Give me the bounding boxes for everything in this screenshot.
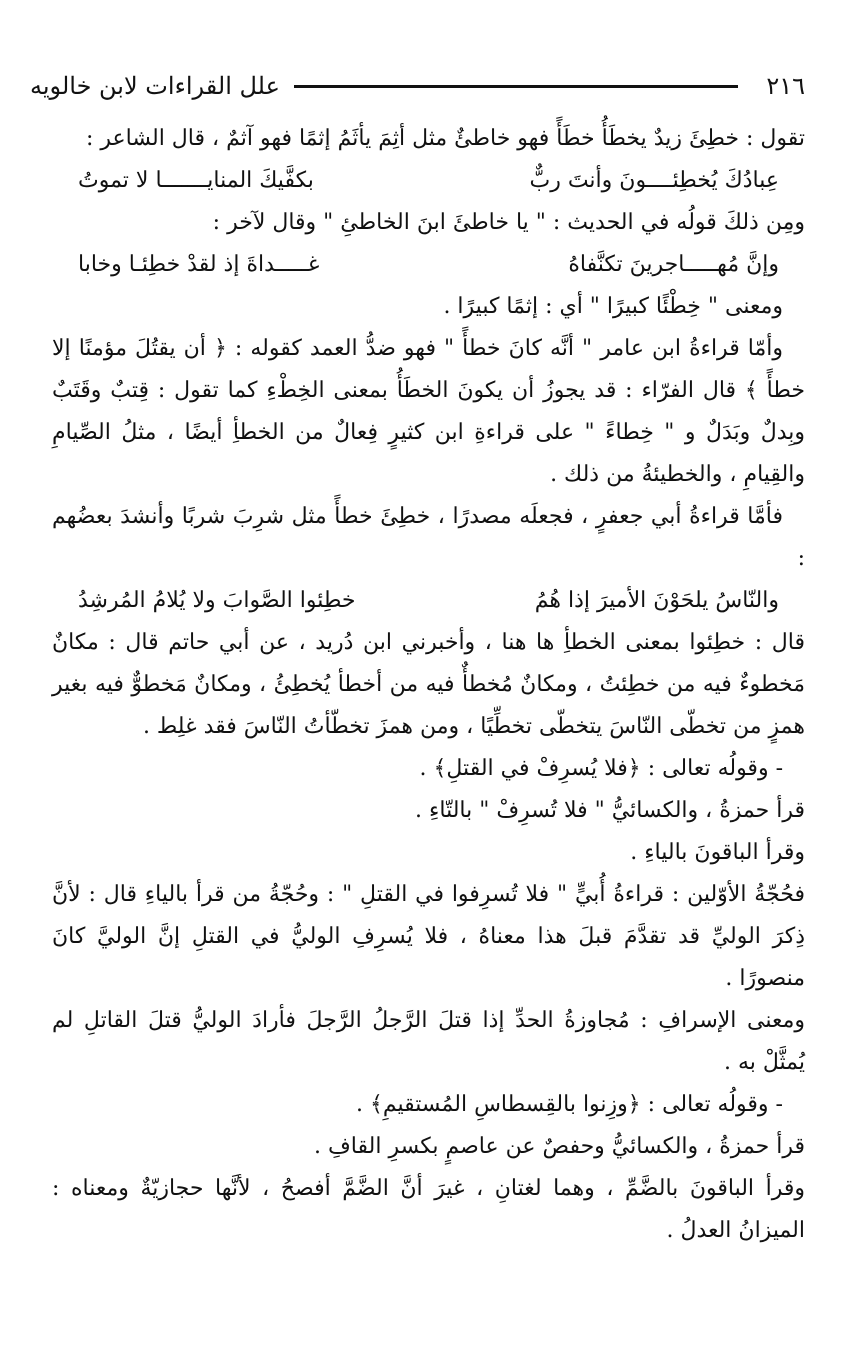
paragraph: وقرأ الباقونَ بالياءِ . — [630, 840, 805, 865]
verse-second-hemistich: بكفَّيكَ المنايـــــــا لا تموتُ — [78, 168, 314, 193]
book-title: علل القراءات لابن خالويه — [30, 72, 280, 100]
verse-second-hemistich: خطِئوا الصَّوابَ ولا يُلامُ المُرشِدُ — [78, 588, 356, 613]
paragraph: ومِن ذلكَ قولُه في الحديث : " يا خاطئَ ابنَ الخاطئِ " وقال لآخر : — [212, 210, 805, 235]
verse-first-hemistich: والنّاسُ يلحَوْنَ الأميرَ إذا هُمُ — [534, 588, 779, 613]
verse-second-hemistich: غـــــداةَ إذ لقدْ خطِئـا وخابا — [78, 252, 320, 277]
paragraph: قرأ حمزةُ ، والكسائيُّ " فلا تُسرِفْ " بالتّاءِ . — [415, 798, 805, 823]
paragraph: - وقولُه تعالى : ﴿فلا يُسرِفْ في القتلِ﴾ . — [419, 756, 783, 781]
paragraph: فحُجّةُ الأوّلين : قراءةُ أُبيٍّ " فلا تُسرِفوا في القتلِ " : وحُجّةُ من قرأ بالياءِ قال : لأنَّ ذِكرَ الوليِّ قد تقدَّمَ قبلَ هذا معناهُ ، فلا يُسرِفِ الوليُّ في القتلِ إنَّ الوليَّ كانَ منصورًا . — [52, 882, 805, 991]
paragraph: ومعنى " خِطْئًا كبيرًا " أي : إثمًا كبيرًا . — [443, 294, 783, 319]
poetry-verse — [52, 160, 805, 202]
paragraph: ومعنى الإسرافِ : مُجاوزةُ الحدِّ إذا قتلَ الرَّجلُ الرَّجلَ فأرادَ الوليُّ قتلَ القاتلِ لم يُمثَّلْ به . — [52, 1008, 805, 1075]
paragraph: - وقولُه تعالى : ﴿وزِنوا بالقِسطاسِ المُستقيمِ﴾ . — [355, 1092, 783, 1117]
header-rule — [294, 85, 738, 88]
paragraph: وأمّا قراءةُ ابن عامر " أنَّه كانَ خطأً " فهو ضدُّ العمد كقوله : ﴿ أن يقتُلَ مؤمنًا إلا خطأً ﴾ قال الفرّاء : قد يجوزُ أن يكونَ الخطَأُ بمعنى الخِطْءِ كما تقول : قِتبٌ وقَتَبٌ وبِدلٌ وبَدَلٌ و " خِطاءً " على قراءةِ ابن كثيرٍ فِعالٌ من الخطأِ أيضًا ، مثلُ الصِّيامِ والقِيامِ ، والخطيئةُ من ذلك . — [52, 336, 805, 487]
page-number: ٢١٦ — [766, 72, 805, 100]
running-header — [30, 66, 805, 106]
poetry-verse — [52, 580, 805, 622]
page-body — [52, 118, 805, 1252]
paragraph: وقرأ الباقونَ بالضَّمِّ ، وهما لغتانِ ، غيرَ أنَّ الضَّمَّ أفصحُ ، لأنَّها حجازيّةٌ ومعناه : الميزانُ العدلُ . — [52, 1176, 805, 1243]
paragraph: قرأ حمزةُ ، والكسائيُّ وحفصٌ عن عاصمٍ بكسرِ القافِ . — [314, 1134, 805, 1159]
poetry-verse — [52, 244, 805, 286]
verse-first-hemistich: عِبادُكَ يُخطِئــــونَ وأنتَ ربٌّ — [529, 168, 779, 193]
paragraph: تقول : خطِئَ زيدٌ يخطَأُ خطَأً فهو خاطئٌ مثل أثِمَ يأثَمُ إثمًا فهو آثمٌ ، قال الشاعر : — [85, 126, 805, 151]
paragraph: فأمَّا قراءةُ أبي جعفرٍ ، فجعلَه مصدرًا ، خطِئَ خطأً مثل شرِبَ شربًا وأنشدَ بعضُهم : — [52, 504, 805, 571]
paragraph: قال : خطِئوا بمعنى الخطأِ ها هنا ، وأخبرني ابن دُريد ، عن أبي حاتم قال : مكانٌ مَخطوءٌ فيه من خطِئتُ ، ومكانٌ مُخطأٌ فيه من أخطأ يُخطِئُ ، ومكانٌ مَخطوٌّ فيه بغير همزٍ من تخطّى النّاسَ يتخطّى تخطِّيًا ، ومن همزَ تخطّأتُ النّاسَ فقد غلِط . — [52, 630, 805, 739]
verse-first-hemistich: وإنَّ مُهـــــاجرينَ تكنَّفاهُ — [568, 252, 779, 277]
